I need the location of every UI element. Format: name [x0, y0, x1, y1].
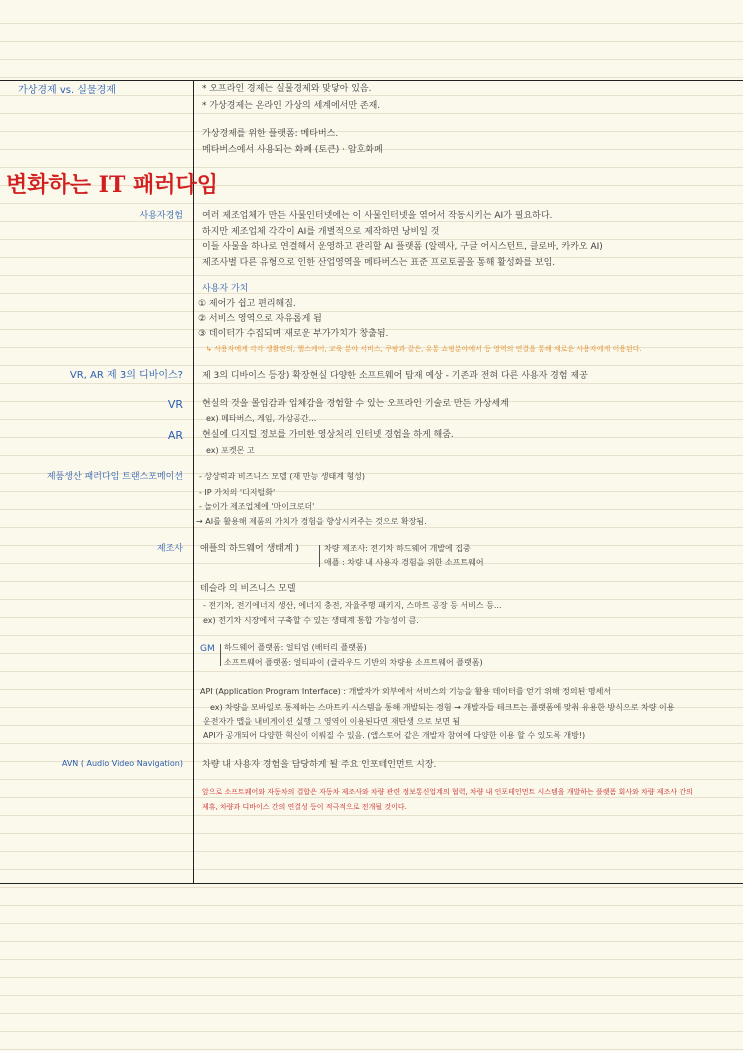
apple-bracket-line2: 애플 : 차량 내 사용자 경험을 위한 소프트웨어: [324, 558, 484, 567]
tesla-heading: 테슬라 의 비즈니스 모델: [200, 584, 296, 594]
vr-line2: ex) 메타버스, 게임, 가상공간...: [206, 414, 317, 423]
platform-line2: - IP 가치의 '디지털화': [199, 488, 276, 497]
bottom-divider: [0, 883, 743, 884]
api-line3: 운전자가 맵을 내비게이션 실행 그 영역이 이용된다면 재탄생 으로 보면 됨: [203, 717, 461, 726]
user-value-item2: ② 서비스 영역으로 자유롭게 됨: [198, 314, 322, 324]
ux-line1: 여러 제조업체가 만든 사물인터넷에는 이 사물인터넷을 엮어서 작동시키는 AI가 필요하다.: [202, 211, 553, 221]
ux-line2: 하지만 제조업체 각각이 AI를 개별적으로 제작하면 낭비일 것: [202, 227, 440, 237]
vr-line1: 현실의 것을 몰입감과 입체감을 경험할 수 있는 오프라인 기술로 만든 가상세계: [202, 399, 509, 409]
user-value-heading: 사용자 가치: [202, 284, 249, 294]
ar-line1: 현실에 디지털 정보를 가미한 영상처리 인터넷 경험을 하게 해줌.: [202, 430, 454, 440]
ux-line4: 제조사별 다른 유형으로 인한 산업영역을 메타버스는 표준 프로토콜을 통해 활성화를 보임.: [202, 258, 556, 268]
platform-line3: - 놀이가 제조업체에 '마이크로더': [199, 502, 315, 511]
user-value-item1: ① 제어가 쉽고 편리해짐.: [198, 299, 296, 309]
platform-line4: → AI를 활용해 제품의 가치가 경험을 향상시켜주는 것으로 확장됨.: [196, 517, 427, 526]
api-line1: API (Application Program Interface) : 개발자가 외부에서 서비스의 기능을 활용 데이터를 얻기 위해 정의된 명세서: [200, 687, 612, 696]
user-value-item3: ③ 데이터가 수집되며 새로운 부가가치가 창출됨.: [198, 329, 389, 339]
user-value-note: ↳ 사용자에게 각각 생활편의, 헬스케어, 교육 분야 서비스, 쿠팡과 같은, 유통 쇼핑분야에서 등 영역의 연결을 통해 새로운 사용자에게 이용된다.: [206, 345, 642, 353]
label-vr: VR: [167, 398, 183, 411]
vr-ar-intro: 제 3의 디바이스 등장) 확장현실 다양한 소프트웨어 탑재 예상 - 기존과 전혀 다른 사용자 경험 제공: [202, 371, 588, 381]
virtual-economy-line3: 가상경제를 위한 플랫폼: 메타버스.: [202, 129, 339, 139]
virtual-economy-line4: 메타버스에서 사용되는 화폐 (토큰) · 암호화폐: [202, 145, 383, 155]
gm-heading: GM: [200, 644, 215, 654]
platform-line1: - 상상력과 비즈니스 모델 (재 만능 생태계 형성): [199, 472, 366, 481]
gm-bracket: [220, 644, 221, 666]
gm-line1: 하드웨어 플랫폼: 얼티엄 (배터리 플랫폼): [224, 643, 367, 652]
tesla-line1: - 전기차, 전기에너지 생산, 에너지 충전, 자율주행 패키지, 스마트 공장 등 서비스 등...: [203, 601, 502, 610]
label-user-experience: 사용자경험: [139, 211, 183, 221]
api-line2: ex) 차량을 모바일로 통제하는 스마트키 시스템을 통해 개발되는 경험 → 개발자들 테크트는 플랫폼에 맞춰 유용한 방식으로 차량 이용: [210, 703, 675, 712]
virtual-economy-line2: * 가상경제는 온라인 가상의 세계에서만 존재.: [202, 101, 381, 111]
margin-divider: [193, 80, 194, 884]
virtual-economy-line1: * 오프라인 경제는 실물경제와 맞닿아 있음.: [202, 84, 372, 94]
conclusion-line1: 앞으로 소프트웨어와 자동차의 결합은 자동차 제조사와 차량 관련 정보통신업계의 협력, 차량 내 인포테인먼트 시스템을 개발하는 플랫폼 회사와 차량 제조사 간의: [202, 788, 693, 796]
ux-line3: 이들 사물을 하나로 연결해서 운영하고 관리할 AI 플랫폼 (알렉사, 구글 어시스턴트, 클로바, 카카오 AI): [202, 242, 603, 252]
tesla-line2: ex) 전기차 시장에서 구축할 수 있는 생태계 통합 가능성이 큼.: [203, 616, 419, 625]
label-avn: AVN ( Audio Video Navigation): [61, 759, 183, 768]
label-manufacturer: 제조사: [156, 544, 183, 554]
ar-line2: ex) 포켓몬 고: [206, 446, 255, 455]
apple-ecosystem: 애플의 하드웨어 생태계 ): [200, 544, 300, 554]
label-virtual-vs-real: 가상경제 vs. 실물경제: [18, 85, 116, 96]
conclusion-line2: 제휴, 차량과 디바이스 간의 연결성 등이 적극적으로 전개될 것이다.: [202, 803, 407, 811]
page-title: 변화하는 IT 패러다임: [6, 172, 218, 198]
label-ar: AR: [167, 429, 183, 442]
api-line4: API가 공개되어 다양한 혁신이 이뤄질 수 있음. (앱스토어 같은 개발자 참여에 다양한 이용 할 수 있도록 개방!): [203, 731, 586, 740]
apple-bracket: [319, 545, 320, 567]
apple-bracket-line1: 차량 제조사: 전기차 하드웨어 개발에 집중: [324, 544, 471, 553]
label-platform-transform: 제품생산 패러다임 트랜스포메이션: [46, 472, 183, 482]
label-vr-ar-device: VR, AR 제 3의 디바이스?: [69, 370, 183, 381]
top-divider: [0, 80, 743, 81]
avn-line1: 차량 내 사용자 경험을 담당하게 될 주요 인포테인먼트 시장.: [202, 760, 437, 770]
gm-line2: 소프트웨어 플랫폼: 얼티파이 (클라우드 기반의 차량용 소프트웨어 플랫폼): [224, 658, 483, 667]
